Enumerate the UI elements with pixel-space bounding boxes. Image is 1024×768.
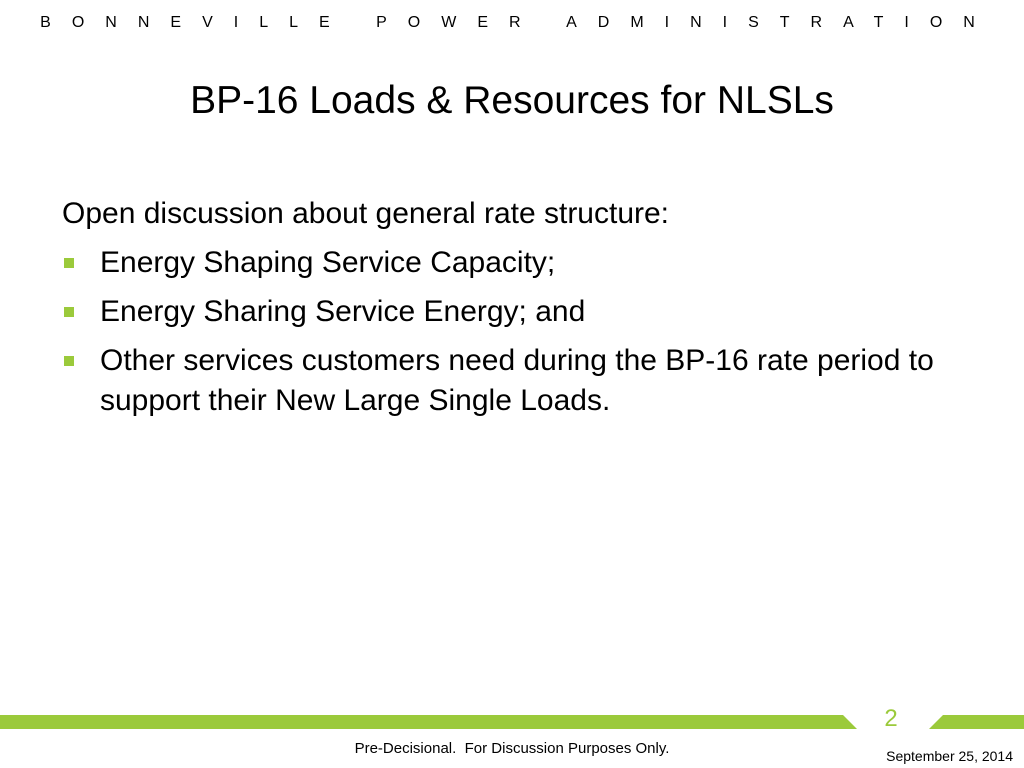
bullet-text: Energy Sharing Service Energy; and bbox=[100, 295, 586, 328]
page-number: 2 bbox=[884, 705, 898, 732]
footer-accent-band bbox=[0, 702, 1024, 738]
bullet-list bbox=[62, 243, 962, 421]
organization-header: BONNEVILLE POWER ADMINISTRATION bbox=[40, 14, 996, 31]
footer-band-left-bar bbox=[0, 715, 857, 729]
square-bullet-icon bbox=[64, 356, 74, 366]
disclaimer-text: Pre-Decisional. For Discussion Purposes Only. bbox=[354, 740, 670, 757]
slide-title: BP-16 Loads & Resources for NLSLs bbox=[190, 79, 834, 122]
bullet-item bbox=[62, 341, 962, 421]
slide-body bbox=[62, 195, 962, 430]
slide-date: September 25, 2014 bbox=[886, 748, 1013, 764]
bullet-text: Other services customers need during the BP-16 rate period to support their New Large Single Loads. bbox=[100, 344, 934, 417]
footer-band-right-bar bbox=[929, 715, 1024, 729]
square-bullet-icon bbox=[64, 307, 74, 317]
intro-text: Open discussion about general rate structure: bbox=[62, 197, 670, 230]
bullet-item bbox=[62, 292, 962, 332]
bullet-item bbox=[62, 243, 962, 283]
bullet-text: Energy Shaping Service Capacity; bbox=[100, 246, 556, 279]
square-bullet-icon bbox=[64, 258, 74, 268]
